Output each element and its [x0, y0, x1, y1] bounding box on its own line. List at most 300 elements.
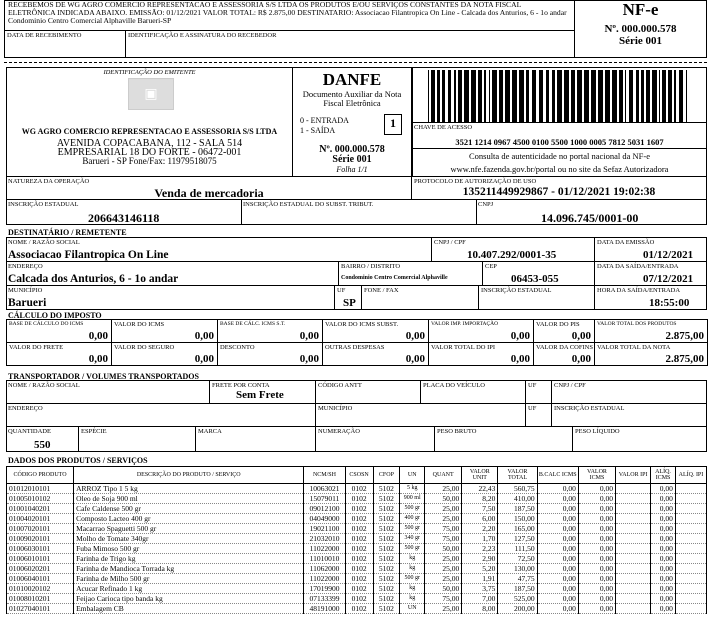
tax-cell — [428, 319, 534, 343]
table-cell: 01008010201 — [7, 594, 74, 604]
table-cell: 0,00 — [578, 594, 615, 604]
products-header-cell: UN — [400, 467, 425, 484]
table-cell — [616, 594, 651, 604]
products-header-cell: CÓDIGO PRODUTO — [7, 467, 74, 484]
table-cell: 5102 — [373, 534, 400, 544]
transport-species-label: ESPÉCIE — [81, 428, 107, 435]
table-cell: 04049000 — [304, 514, 345, 524]
tax-cell — [111, 342, 218, 366]
table-cell: ARROZ Tipo 1 5 kg — [74, 484, 304, 494]
tax-cell — [111, 319, 218, 343]
ie-label: INSCRIÇÃO ESTADUAL — [8, 201, 79, 208]
table-cell: 5 kg — [400, 484, 425, 494]
tax-cell-value: 2.875,00 — [665, 330, 704, 342]
table-cell: 150,00 — [498, 514, 537, 524]
table-cell: 01006030101 — [7, 544, 74, 554]
table-cell — [616, 504, 651, 514]
dest-exit-time: 18:55:00 — [649, 297, 690, 309]
table-cell: 01009020101 — [7, 534, 74, 544]
table-row — [7, 494, 707, 504]
table-cell: 187,50 — [498, 504, 537, 514]
table-cell: 0,00 — [578, 544, 615, 554]
dest-addr-label: ENDEREÇO — [8, 263, 43, 270]
table-row — [7, 594, 707, 604]
table-cell: 0,00 — [578, 564, 615, 574]
products-table — [6, 466, 707, 614]
table-cell: 50,00 — [425, 494, 462, 504]
table-row — [7, 484, 707, 494]
table-cell: Farinha de Trigo kg — [74, 554, 304, 564]
transport-plate-label: PLACA DO VEÍCULO — [423, 382, 485, 389]
dest-exit-time-label: HORA DA SAÍDA/ENTRADA — [597, 287, 681, 294]
table-cell: 25,00 — [425, 564, 462, 574]
table-cell: 6,00 — [462, 514, 498, 524]
table-cell: 0102 — [345, 494, 373, 504]
transport-qty: 550 — [34, 439, 51, 451]
table-cell: 25,00 — [425, 604, 462, 614]
table-cell: 0,00 — [651, 544, 676, 554]
danfe-page: Folha 1/1 — [336, 165, 368, 174]
tax-cell-label: OUTRAS DESPESAS — [325, 344, 385, 351]
transport-ie-label: INSCRIÇÃO ESTADUAL — [554, 405, 625, 412]
transport-uf-label: UF — [528, 382, 537, 389]
table-cell: 165,00 — [498, 524, 537, 534]
table-cell: 130,00 — [498, 564, 537, 574]
receipt-text: RECEBEMOS DE WG AGRO COMERCIO REPRESENTACAO E ASSESSORIA S/S LTDA OS PRODUTOS E/OU SERVIÇOS CONSTANTES DA NOTA FISCAL ELETRÔNICA INDICADA ABAIXO. EMISSÃO: 01/12/2021 VALOR TOTAL: R$ 2.875,00 DESTINATARIO: Associacao Filantropica On Line - Calcada dos Anturios, 6 - 1o andar Condominio Centro Comercial Alphaville Barueri-SP — [8, 0, 567, 25]
receipt-date-label: DATA DE RECEBIMENTO — [7, 32, 82, 39]
table-cell: 0102 — [345, 604, 373, 614]
table-cell: 5102 — [373, 514, 400, 524]
dest-ie-label: INSCRIÇÃO ESTADUAL — [481, 287, 552, 294]
tax-cell-value: 0,00 — [194, 353, 214, 365]
table-cell: 0,00 — [578, 524, 615, 534]
tax-cell-value: 0,00 — [88, 330, 108, 342]
dest-uf: SP — [343, 297, 356, 309]
tax-cell-label: VALOR TOTAL DA NOTA — [597, 344, 671, 351]
table-cell: 0,00 — [537, 494, 578, 504]
table-cell: 47,75 — [498, 574, 537, 584]
table-cell: 0102 — [345, 514, 373, 524]
table-cell: 01007020101 — [7, 524, 74, 534]
table-cell: 15079011 — [304, 494, 345, 504]
table-cell: 75,00 — [425, 524, 462, 534]
table-cell — [675, 494, 706, 504]
tax-cell-label: VALOR DO FRETE — [9, 344, 64, 351]
dest-emission: 01/12/2021 — [643, 249, 694, 261]
table-cell: 11022000 — [304, 574, 345, 584]
table-cell: 0,00 — [651, 534, 676, 544]
products-header-cell: VALOR IPI — [616, 467, 651, 484]
table-cell: 0,00 — [651, 604, 676, 614]
table-cell: 0102 — [345, 594, 373, 604]
table-cell: 2,20 — [462, 524, 498, 534]
danfe-entrada: 0 - ENTRADA — [300, 116, 349, 125]
tax-cell-value: 0,00 — [194, 330, 214, 342]
table-cell: 01001040201 — [7, 504, 74, 514]
tax-cell — [533, 319, 595, 343]
table-cell: Feijao Carioca tipo banda kg — [74, 594, 304, 604]
table-cell: Farinha de Milho 500 gr — [74, 574, 304, 584]
table-cell: 0102 — [345, 554, 373, 564]
products-header-cell: QUANT — [425, 467, 462, 484]
table-cell: Acucar Refinado 1 kg — [74, 584, 304, 594]
table-cell — [675, 544, 706, 554]
access-key-value: 3521 1214 0967 4500 0100 5500 1000 0005 7812 5031 1607 — [455, 137, 664, 147]
table-cell: 5,20 — [462, 564, 498, 574]
dest-city: Barueri — [8, 297, 47, 309]
table-cell — [616, 574, 651, 584]
table-cell — [675, 564, 706, 574]
table-cell: 5102 — [373, 544, 400, 554]
transport-name-label: NOME / RAZÃO SOCIAL — [8, 382, 80, 389]
table-cell: 01012010101 — [7, 484, 74, 494]
dest-cnpj: 10.407.292/0001-35 — [467, 249, 557, 261]
table-cell — [675, 574, 706, 584]
products-header-cell: NCM/SH — [304, 467, 345, 484]
table-cell: 8,00 — [462, 604, 498, 614]
products-header-cell: VALOR ICMS — [578, 467, 615, 484]
cnpj-label: CNPJ — [478, 201, 494, 208]
table-cell: kg — [400, 584, 425, 594]
transport-city-label: MUNICÍPIO — [318, 405, 353, 412]
table-cell: Molho de Tomate 340gr — [74, 534, 304, 544]
transport-freight: Sem Frete — [236, 389, 284, 401]
table-cell — [616, 514, 651, 524]
dest-emission-label: DATA DA EMISSÃO — [597, 239, 655, 246]
products-header-cell: VALOR UNIT — [462, 467, 498, 484]
table-cell: 0,00 — [651, 514, 676, 524]
transport-qty-label: QUANTIDADE — [8, 428, 51, 435]
table-cell: Embalagem CB — [74, 604, 304, 614]
table-cell: 25,00 — [425, 484, 462, 494]
table-cell: 0,00 — [537, 554, 578, 564]
table-cell — [616, 544, 651, 554]
table-cell: 22,43 — [462, 484, 498, 494]
protocol-value: 135211449929867 - 01/12/2021 19:02:38 — [462, 186, 656, 198]
tax-cell-value: 0,00 — [299, 353, 319, 365]
table-cell: 75,00 — [425, 594, 462, 604]
table-row — [7, 504, 707, 514]
table-cell: 0,00 — [537, 544, 578, 554]
table-cell: 200,00 — [498, 604, 537, 614]
products-header-row — [7, 467, 707, 484]
ie-st-label: INSCRIÇÃO ESTADUAL DO SUBST. TRIBUT. — [243, 201, 374, 208]
table-cell: 0,00 — [578, 534, 615, 544]
tax-cell-label: VALOR DO PIS — [536, 321, 580, 328]
transport-numbering-label: NUMERAÇÃO — [318, 428, 360, 435]
access-key-label: CHAVE DE ACESSO — [414, 124, 473, 131]
table-cell: 0,00 — [651, 554, 676, 564]
tax-cell — [594, 319, 708, 343]
table-cell: 0,00 — [578, 554, 615, 564]
table-cell: 0,00 — [651, 584, 676, 594]
table-cell: 75,00 — [425, 534, 462, 544]
transport-gross-label: PESO BRUTO — [437, 428, 477, 435]
tax-cell-value: 0,00 — [405, 330, 425, 342]
table-cell: 17019900 — [304, 584, 345, 594]
table-cell: 25,00 — [425, 514, 462, 524]
table-cell: 0,00 — [578, 574, 615, 584]
table-cell: 0,00 — [578, 504, 615, 514]
table-cell: 0,00 — [537, 514, 578, 524]
table-cell: 5102 — [373, 594, 400, 604]
transport-uf2-label: UF — [528, 405, 537, 412]
table-cell: 0102 — [345, 584, 373, 594]
table-cell: Macarrao Spaguetti 500 gr — [74, 524, 304, 534]
table-cell: 7,50 — [462, 504, 498, 514]
dest-section-title: DESTINATÁRIO / REMETENTE — [8, 228, 127, 237]
table-cell: 0,00 — [651, 564, 676, 574]
tax-cell — [217, 319, 323, 343]
table-row — [7, 604, 707, 614]
dest-cep: 06453-055 — [511, 273, 559, 285]
table-cell — [616, 564, 651, 574]
dest-exit-date: 07/12/2021 — [643, 273, 694, 285]
table-cell: 2,23 — [462, 544, 498, 554]
table-row — [7, 564, 707, 574]
table-cell: 0,00 — [651, 504, 676, 514]
danfe-sub1: Documento Auxiliar da Nota — [302, 89, 402, 99]
table-cell: 0,00 — [651, 594, 676, 604]
products-header-cell: ALÍQ. IPI — [675, 467, 706, 484]
table-cell — [675, 584, 706, 594]
table-cell — [616, 484, 651, 494]
table-cell: 5102 — [373, 574, 400, 584]
tax-cell-label: VALOR TOTAL DOS PRODUTOS — [597, 321, 677, 327]
dest-cep-label: CEP — [485, 263, 497, 270]
tax-cell-label: BASE DE CÁLC. ICMS S.T. — [220, 321, 286, 327]
table-cell: 07133399 — [304, 594, 345, 604]
table-cell: 5102 — [373, 564, 400, 574]
products-header-cell: CFOP — [373, 467, 400, 484]
tax-cell — [533, 342, 595, 366]
table-cell: 10063021 — [304, 484, 345, 494]
table-cell: 500 gr — [400, 504, 425, 514]
table-cell: 3,75 — [462, 584, 498, 594]
table-cell: 5102 — [373, 524, 400, 534]
table-cell: 0,00 — [537, 504, 578, 514]
table-cell: 0,00 — [537, 604, 578, 614]
table-cell: 01005010102 — [7, 494, 74, 504]
table-cell: 01027040101 — [7, 604, 74, 614]
transport-net-label: PESO LÍQUIDO — [575, 428, 620, 435]
barcode-bar — [687, 70, 689, 122]
tax-cell-value: 0,00 — [571, 330, 591, 342]
products-header-cell: VALOR TOTAL — [498, 467, 537, 484]
danfe-series: Série 001 — [332, 154, 372, 165]
products-header-cell: ALÍQ. ICMS — [651, 467, 676, 484]
table-cell: 5102 — [373, 484, 400, 494]
products-header-cell: B.CALC ICMS — [537, 467, 578, 484]
tax-cell-value: 0,00 — [88, 353, 108, 365]
table-cell: 0102 — [345, 564, 373, 574]
tax-cell-label: VALOR TOTAL DO IPI — [431, 344, 496, 351]
dest-cnpj-label: CNPJ / CPF — [434, 239, 466, 246]
tax-cell-value: 0,00 — [299, 330, 319, 342]
table-row — [7, 554, 707, 564]
table-cell: 01004020101 — [7, 514, 74, 524]
table-row — [7, 514, 707, 524]
table-cell: 50,00 — [425, 544, 462, 554]
table-cell: 0,00 — [537, 574, 578, 584]
table-cell: kg — [400, 564, 425, 574]
table-cell — [616, 534, 651, 544]
transport-freight-label: FRETE POR CONTA — [212, 382, 270, 389]
transport-antt-label: CÓDIGO ANTT — [318, 382, 362, 389]
tax-cell-label: VALOR DO ICMS — [114, 321, 165, 328]
table-row — [7, 534, 707, 544]
table-cell: 11062000 — [304, 564, 345, 574]
dest-district: Condominio Centro Comercial Alphaville — [341, 275, 448, 281]
table-cell: 25,00 — [425, 574, 462, 584]
table-cell: 0,00 — [578, 604, 615, 614]
table-cell: 0102 — [345, 574, 373, 584]
table-cell: 0,00 — [651, 524, 676, 534]
table-cell: UN — [400, 604, 425, 614]
dest-district-label: BAIRRO / DISTRITO — [341, 263, 401, 270]
table-cell: 01006010101 — [7, 554, 74, 564]
table-cell: 0,00 — [651, 574, 676, 584]
table-cell: kg — [400, 554, 425, 564]
table-cell: 0,00 — [537, 524, 578, 534]
table-cell: 0,00 — [578, 494, 615, 504]
tax-cell — [594, 342, 708, 366]
table-cell — [616, 554, 651, 564]
table-cell: 0,00 — [578, 514, 615, 524]
table-cell — [616, 494, 651, 504]
table-cell: 11022000 — [304, 544, 345, 554]
table-cell: kg — [400, 594, 425, 604]
table-cell: 21032010 — [304, 534, 345, 544]
table-cell: 0,00 — [537, 564, 578, 574]
table-cell: Cafe Caldense 500 gr — [74, 504, 304, 514]
dest-uf-label: UF — [337, 287, 346, 294]
emitter-addr3: Barueri - SP Fone/Fax: 11979518075 — [82, 156, 217, 166]
consult-line2: www.nfe.fazenda.gov.br/portal ou no site da Sefaz Autorizadora — [450, 164, 669, 174]
table-cell: 0,00 — [537, 584, 578, 594]
table-cell: 7,00 — [462, 594, 498, 604]
tax-section-title: CÁLCULO DO IMPOSTO — [8, 311, 102, 320]
table-cell: 09012100 — [304, 504, 345, 514]
table-cell: 01010020102 — [7, 584, 74, 594]
table-cell: Composto Lacteo 400 gr — [74, 514, 304, 524]
danfe-sub2: Fiscal Eletrônica — [323, 98, 381, 108]
table-cell: 0,00 — [537, 534, 578, 544]
table-cell: 5102 — [373, 604, 400, 614]
table-cell: 19021100 — [304, 524, 345, 534]
table-cell: 1,91 — [462, 574, 498, 584]
tax-cell-label: VALOR DO ICMS SUBST. — [325, 321, 399, 328]
table-cell — [675, 514, 706, 524]
table-cell — [675, 594, 706, 604]
table-cell: 410,00 — [498, 494, 537, 504]
table-cell: 72,50 — [498, 554, 537, 564]
products-section-title: DADOS DOS PRODUTOS / SERVIÇOS — [8, 456, 148, 465]
products-header-cell: DESCRIÇÃO DO PRODUTO / SERVIÇO — [74, 467, 304, 484]
table-cell: 0,00 — [537, 594, 578, 604]
dest-addr: Calcada dos Anturios, 6 - 1o andar — [8, 273, 179, 285]
table-row — [7, 574, 707, 584]
table-cell: 900 ml — [400, 494, 425, 504]
table-row — [7, 524, 707, 534]
danfe-type: 1 — [390, 116, 396, 130]
table-cell — [675, 524, 706, 534]
products-header-cell: CSOSN — [345, 467, 373, 484]
table-cell: 0102 — [345, 484, 373, 494]
table-cell: Farinha de Mandioca Torrada kg — [74, 564, 304, 574]
table-cell — [675, 534, 706, 544]
receipt-nfe-series: Série 001 — [618, 35, 663, 47]
dest-city-label: MUNICÍPIO — [8, 287, 43, 294]
table-cell: 127,50 — [498, 534, 537, 544]
table-cell: 500 gr — [400, 544, 425, 554]
transport-addr-box — [6, 403, 316, 427]
table-cell: 1,70 — [462, 534, 498, 544]
table-cell: 0102 — [345, 504, 373, 514]
table-cell: 0,00 — [578, 584, 615, 594]
table-cell: 0102 — [345, 544, 373, 554]
tax-cell — [322, 319, 429, 343]
tax-cell-label: BASE DE CÁLCULO DO ICMS — [9, 321, 84, 327]
table-cell — [616, 584, 651, 594]
tax-cell — [322, 342, 429, 366]
emitter-addr1: AVENIDA COPACABANA, 112 - SALA 514 — [56, 138, 243, 149]
table-cell: 5102 — [373, 494, 400, 504]
consult-line1: Consulta de autenticidade no portal nacional da NF-e — [468, 151, 651, 161]
transport-section-title: TRANSPORTADOR / VOLUMES TRANSPORTADOS — [8, 372, 199, 381]
table-cell: 48191000 — [304, 604, 345, 614]
dest-phone-label: FONE / FAX — [364, 287, 399, 294]
transport-brand-label: MARCA — [198, 428, 222, 435]
receipt-nfe-title: NF-e — [622, 0, 659, 19]
danfe-title: DANFE — [322, 70, 382, 89]
table-cell: 5102 — [373, 584, 400, 594]
table-cell: 187,50 — [498, 584, 537, 594]
table-cell: Oleo de Soja 900 ml — [74, 494, 304, 504]
table-cell: 5102 — [373, 504, 400, 514]
table-cell: 560,75 — [498, 484, 537, 494]
tax-cell-value: 0,00 — [405, 353, 425, 365]
table-cell: 0102 — [345, 534, 373, 544]
cnpj-value: 14.096.745/0001-00 — [541, 211, 639, 225]
operation-value: Venda de mercadoria — [154, 186, 264, 200]
table-cell: 0,00 — [537, 484, 578, 494]
table-cell: 11010010 — [304, 554, 345, 564]
tax-cell-value: 2.875,00 — [665, 353, 704, 365]
table-cell — [675, 504, 706, 514]
transport-addr-label: ENDEREÇO — [8, 405, 43, 412]
table-cell: 400 gr — [400, 514, 425, 524]
transport-cnpj-label: CNPJ / CPF — [554, 382, 586, 389]
tax-cell-label: DESCONTO — [220, 344, 255, 351]
table-cell: 525,00 — [498, 594, 537, 604]
emitter-addr2: EMPRESARIAL 18 DO FORTE - 06472-001 — [57, 147, 242, 158]
table-cell: 0,00 — [651, 494, 676, 504]
emitter-logo-icon: ▣ — [128, 78, 174, 110]
table-cell: 50,00 — [425, 584, 462, 594]
table-cell: 2,90 — [462, 554, 498, 564]
table-cell: 5102 — [373, 554, 400, 564]
table-cell: 500 gr — [400, 524, 425, 534]
table-cell: Fuba Mimoso 500 gr — [74, 544, 304, 554]
emitter-name: WG AGRO COMERCIO REPRESENTACAO E ASSESSORIA S/S LTDA — [21, 127, 278, 136]
receipt-nfe-number: Nº. 000.000.578 — [604, 23, 677, 35]
tax-cell-label: VALOR IMP. IMPORTAÇÃO — [431, 321, 499, 327]
tax-cell — [6, 319, 112, 343]
table-cell: 340 gr — [400, 534, 425, 544]
table-cell: 500 gr — [400, 574, 425, 584]
operation-label: NATUREZA DA OPERAÇÃO — [8, 178, 90, 185]
